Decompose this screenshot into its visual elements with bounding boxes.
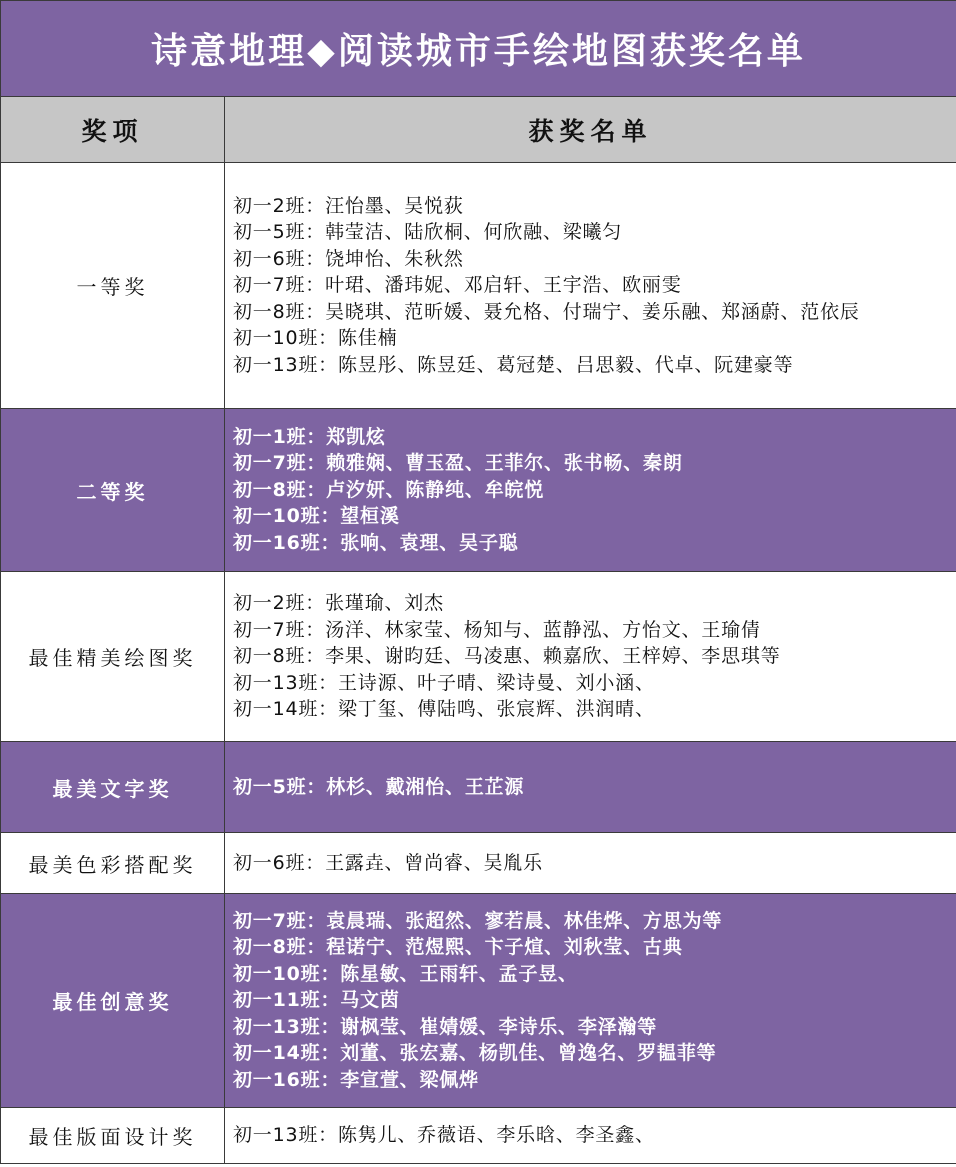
winner-line: 初一13班：谢枫莹、崔婧媛、李诗乐、李泽瀚等 <box>233 1015 658 1038</box>
award-row-best-text <box>1 742 956 833</box>
winner-line: 初一16班：张响、袁理、吴子聪 <box>233 531 519 554</box>
award-name: 最佳精美绘图奖 <box>1 572 225 742</box>
winner-line: 初一11班：马文茵 <box>233 989 400 1012</box>
winner-list <box>225 163 956 409</box>
winner-list <box>225 1108 956 1164</box>
award-row-first-prize <box>1 163 956 409</box>
header-row <box>1 97 956 163</box>
winner-line: 初一13班：陈隽儿、乔薇语、李乐晗、李圣鑫、 <box>233 1124 655 1147</box>
winner-list <box>225 409 956 572</box>
winner-line: 初一5班：林杉、戴湘怡、王芷源 <box>233 775 525 798</box>
winner-line: 初一14班：刘董、张宏嘉、杨凯佳、曾逸名、罗韫菲等 <box>233 1042 717 1065</box>
winner-line: 初一6班：王露垚、曾尚睿、吴胤乐 <box>233 851 543 874</box>
winner-list <box>225 572 956 742</box>
winner-line: 初一1班：郑凯炫 <box>233 425 386 448</box>
winner-line: 初一10班：陈星敏、王雨轩、孟子昱、 <box>233 962 578 985</box>
winner-line: 初一8班：程诺宁、范煜熙、卞子煊、刘秋莹、古典 <box>233 936 683 959</box>
award-name: 二等奖 <box>1 409 225 572</box>
award-name: 最美文字奖 <box>1 742 225 833</box>
winner-line: 初一2班：汪怡墨、吴悦荻 <box>233 194 464 217</box>
winner-line: 初一16班：李宣萱、梁佩烨 <box>233 1068 479 1091</box>
winner-line: 初一13班：陈昱彤、陈昱廷、葛冠楚、吕思毅、代卓、阮建豪等 <box>233 353 794 376</box>
winner-line: 初一7班：赖雅娴、曹玉盈、王菲尔、张书畅、秦朗 <box>233 452 683 475</box>
winner-line: 初一8班：卢汐妍、陈静纯、牟皖悦 <box>233 478 545 501</box>
award-column-header: 奖项 <box>1 97 225 163</box>
winner-line: 初一10班：望桓溪 <box>233 505 400 528</box>
award-name: 最美色彩搭配奖 <box>1 833 225 894</box>
award-row-best-creative <box>1 894 956 1108</box>
award-row-best-color <box>1 833 956 894</box>
winner-line: 初一7班：汤洋、林家莹、杨知与、蓝静泓、方怡文、王瑜倩 <box>233 618 761 641</box>
page-title: 诗意地理◆阅读城市手绘地图获奖名单 <box>1 1 956 97</box>
winner-line: 初一10班：陈佳楠 <box>233 327 398 350</box>
winner-line: 初一14班：梁丁玺、傅陆鸣、张宸辉、洪润晴、 <box>233 698 655 721</box>
winner-line: 初一7班：袁晨瑞、张超然、寥若晨、林佳烨、方思为等 <box>233 909 723 932</box>
winner-line: 初一13班：王诗源、叶子晴、梁诗曼、刘小涵、 <box>233 671 655 694</box>
winner-line: 初一2班：张瑾瑜、刘杰 <box>233 592 444 615</box>
winner-line: 初一7班：叶珺、潘玮妮、邓启轩、王宇浩、欧丽雯 <box>233 274 682 297</box>
award-name: 最佳创意奖 <box>1 894 225 1108</box>
award-row-second-prize <box>1 409 956 572</box>
winner-line: 初一8班：吴晓琪、范昕媛、聂允格、付瑞宁、姜乐融、郑涵蔚、范依辰 <box>233 300 860 323</box>
award-name: 一等奖 <box>1 163 225 409</box>
winner-list <box>225 894 956 1108</box>
winner-line: 初一8班：李果、谢昀廷、马凌惠、赖嘉欣、王梓婷、李思琪等 <box>233 645 781 668</box>
award-name: 最佳版面设计奖 <box>1 1108 225 1164</box>
award-row-best-layout <box>1 1108 956 1164</box>
winner-line: 初一5班：韩莹洁、陆欣桐、何欣融、梁曦匀 <box>233 221 623 244</box>
winner-line: 初一6班：饶坤怡、朱秋然 <box>233 247 464 270</box>
names-column-header: 获奖名单 <box>225 97 956 163</box>
title-row <box>1 1 956 97</box>
award-row-best-drawing <box>1 572 956 742</box>
winner-list <box>225 833 956 894</box>
winner-list <box>225 742 956 833</box>
